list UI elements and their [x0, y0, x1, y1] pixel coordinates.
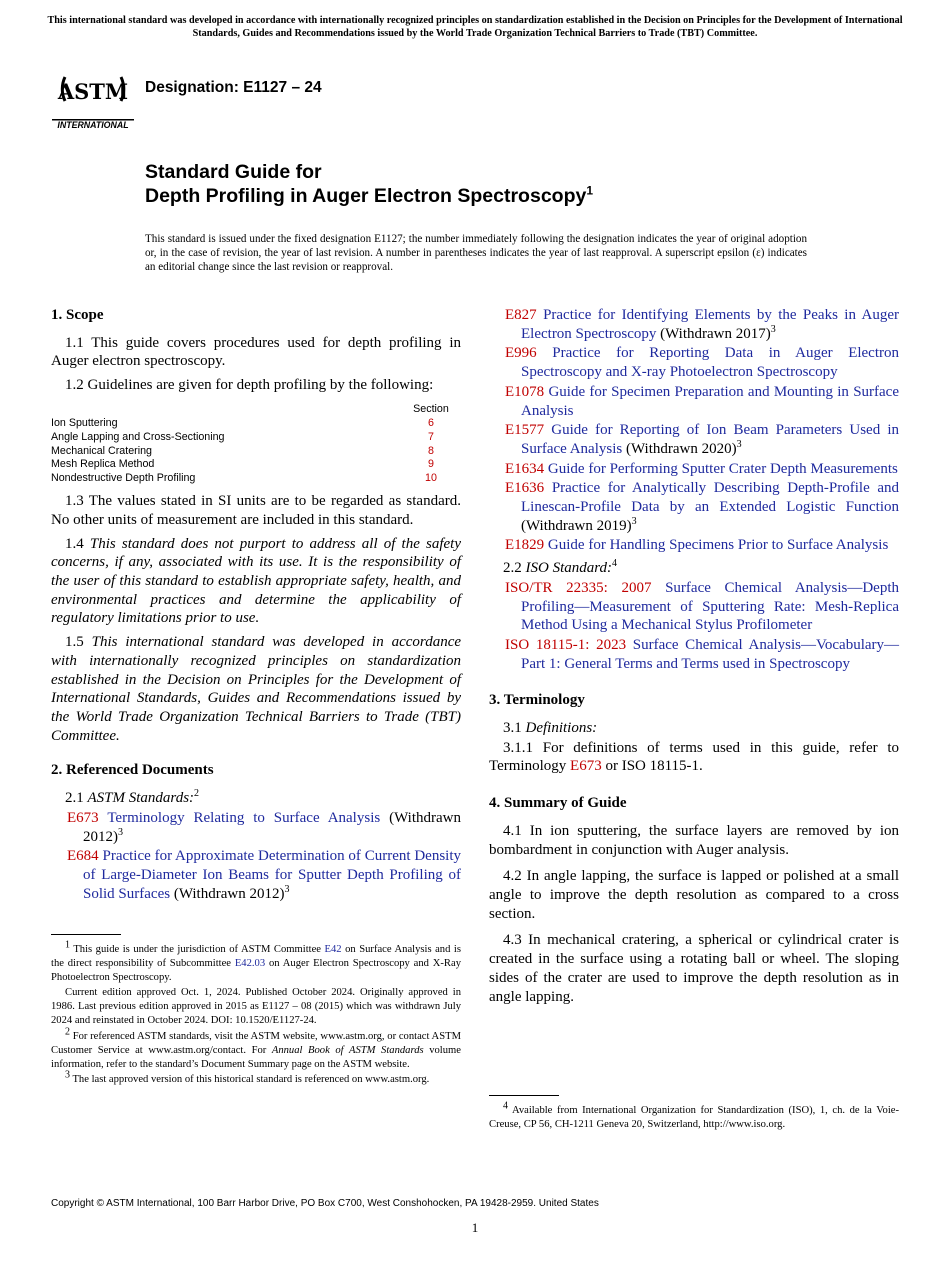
ref-title-link[interactable]: Guide for Performing Sputter Crater Depth Measurements [547, 460, 898, 477]
ref-e1078 [505, 383, 899, 420]
ref-code-link[interactable]: E827 [505, 307, 537, 323]
footnotes-right [489, 1100, 899, 1133]
section-row: Angle Lapping and Cross-Sectioning 7 [51, 431, 461, 445]
footnote-rule-right [489, 1095, 559, 1096]
ref-e1577: E1577 Guide for Reporting of Ion Beam Parameters Used in Surface Analysis (Withdrawn 2020)$^3$ [505, 422, 900, 457]
para-1-1: 1.1 This guide covers procedures used for depth profiling in Auger electron spectroscopy. [51, 334, 461, 370]
right-column-content [489, 306, 899, 1011]
footnote-4: $^4$ Available from International Organization for Standardization (ISO), 1, ch. de la Voie-Creuse, CP 56, CH-1211 Geneva 20, Switzerland, http://www.iso.org. [489, 1100, 899, 1131]
para-4-3: 4.3 In mechanical cratering, a spherical or cylindrical crater is created in the surface using a rotating ball or wheel. The sloping sides of the crater are used to improve the depth resolution as in angle lapping. [489, 932, 899, 1005]
ref-e1634 [505, 460, 899, 479]
refdocs-heading: 2. Referenced Documents [51, 762, 214, 779]
para-3-1: 3.1 Definitions: [503, 720, 598, 737]
ref-e996 [505, 344, 899, 381]
section-link[interactable]: 6 [428, 416, 434, 429]
ref-code-link[interactable]: E1636 [505, 480, 545, 497]
section-link[interactable]: 8 [428, 444, 434, 457]
ref-code-link[interactable]: ISO 18115-1: 2023 [505, 636, 627, 653]
para-2-2: 2.2 ISO Standard:$^4$ [503, 558, 618, 577]
ref-iso-18115 [505, 636, 899, 673]
ref-code-link[interactable]: E684 [67, 848, 99, 865]
ref-code-link[interactable]: E1634 [505, 460, 545, 477]
ref-title-link[interactable]: Terminology Relating to Surface Analysis [107, 809, 381, 826]
section-row: Mechanical Cratering 8 [51, 445, 461, 459]
para-4-2: 4.2 In angle lapping, the surface is lapped or polished at a small angle to improve the depth resolution as compared to a cross section. [489, 868, 899, 922]
section-row: Mesh Replica Method 9 [51, 458, 461, 472]
copyright-line: Copyright © ASTM International, 100 Barr Harbor Drive, PO Box C700, West Conshohocken, PA 19428-2959. United States [51, 1198, 599, 1209]
astm-logo-subtext: INTERNATIONAL [57, 120, 129, 130]
para-1-5: 1.5 This international standard was developed in accordance with internationally recognized principles on standardization established in the Decision on Principles for the Development of International Standards, Guides and Recommendations issued by the World Trade Organization Technical Barriers to Trade (TBT) Committee. [51, 634, 462, 744]
standard-issue-note: This standard is issued under the fixed designation E1127; the number immediately following the designation indicates the year of original adoption or, in the case of revision, the year of last revision. A number in parentheses indicates the year of last reapproval. A superscript epsilon (ε) indicates an editorial change since the last revision or reapproval. [145, 233, 807, 274]
ref-title-link[interactable]: Practice for Reporting Data in Auger Electron Spectroscopy and X-ray Photoelectron Spectroscopy [521, 345, 899, 381]
page-number: 1 [471, 1220, 479, 1235]
para-1-4: 1.4 This standard does not purport to address all of the safety concerns, if any, associated with its use. It is the responsibility of the user of this standard to establish appropriate safety, health, and environmental practices and determine the applicability of regulatory limitations prior to use. [51, 535, 462, 627]
para-1-2: 1.2 Guidelines are given for depth profiling by the following: [65, 377, 434, 394]
ref-code-link[interactable]: E1078 [505, 383, 545, 400]
section-header: Section [413, 402, 449, 415]
ref-e1636: E1636 Practice for Analytically Describing Depth-Profile and Linescan-Profile Data by an Extended Logistic Function (Withdrawn 2019)$^3$ [505, 480, 900, 534]
ref-code-link[interactable]: E673 [67, 809, 99, 826]
section-row: Ion Sputtering 6 [51, 417, 461, 431]
section-table [51, 403, 461, 486]
ref-e1829 [505, 536, 899, 555]
title-line-2: Depth Profiling in Auger Electron Spectroscopy$^1$ [145, 183, 594, 207]
ref-e673: E673 Terminology Relating to Surface Analysis (Withdrawn 2012)$^3$ [67, 809, 461, 845]
section-row: Nondestructive Depth Profiling 10 [51, 472, 461, 486]
ref-e684: E684 Practice for Approximate Determination of Current Density of Large-Diameter Ion Beams for Sputter Depth Profiling of Solid Surfaces (Withdrawn 2012)$^3$ [67, 848, 462, 902]
top-notice: This international standard was developed in accordance with internationally recognized principles on standardization established in the Decision on Principles for the Development of International Standards, Guides and Recommendations issued by the World Trade Organization Technical Barriers to Trade (TBT) Committee. [47, 15, 903, 39]
footnote-rule [51, 934, 121, 935]
ref-title-link[interactable]: Practice for Identifying Elements by the Peaks in Auger Electron Spectroscopy [521, 307, 899, 342]
para-3-1-1: 3.1.1 For definitions of terms used in this guide, refer to Terminology E673 or ISO 18115-1. [489, 739, 899, 775]
ref-code-link[interactable]: ISO/TR 22335: 2007 [505, 579, 652, 596]
para-1-3: 1.3 The values stated in SI units are to be regarded as standard. No other units of measurement are included in this standard. [51, 493, 461, 528]
ref-code-link[interactable]: E1829 [505, 537, 545, 554]
title-footnote-mark: 1 [586, 183, 594, 198]
ref-code-link[interactable]: E996 [505, 345, 537, 362]
ref-title-link[interactable]: Surface Chemical Analysis—Depth Profiling—Measurement of Sputtering Rate: Mesh-Replica Method Using a Mechanical Stylus Profilometer [521, 579, 899, 634]
footnote-3: $^3$ The last approved version of this historical standard is referenced on www.astm.org. [65, 1069, 430, 1085]
footnote-1: $^1$ This guide is under the jurisdiction of ASTM Committee E42 on Surface Analysis and is the direct responsibility of Subcommittee E42.03 on Auger Electron Spectroscopy and X-Ray Photoelectron Spectroscopy. [51, 939, 462, 984]
subcommittee-link[interactable]: E42.03 [234, 958, 266, 970]
footnotes-left [51, 939, 462, 1088]
section-link[interactable]: 10 [425, 472, 437, 485]
ref-title-link[interactable]: Practice for Approximate Determination of Current Density of Large-Diameter Ion Beams for Sputter Depth Profiling of Solid Surfaces [83, 848, 462, 902]
astm-logo-text: ASTM [57, 79, 129, 104]
section-link[interactable]: 7 [428, 430, 434, 443]
para-2-1: 2.1 ASTM Standards:$^2$ [65, 788, 200, 807]
terminology-code-link[interactable]: E673 [570, 758, 602, 775]
ref-title-link[interactable]: Guide for Handling Specimens Prior to Surface Analysis [547, 537, 889, 554]
ref-title-link[interactable]: Guide for Reporting of Ion Beam Parameters Used in Surface Analysis [521, 422, 900, 457]
title-line-1: Standard Guide for [145, 161, 322, 183]
document-title [145, 160, 593, 208]
terminology-heading: 3. Terminology [489, 692, 585, 709]
footnote-1-edition: Current edition approved Oct. 1, 2024. Published October 2024. Originally approved in 1986. Last previous edition approved in 2015 as E1127 – 08 (2015) which was withdrawn July 2024 and reinstated in October 2024. DOI: 10.1520/E1127-24. [51, 987, 461, 1027]
footnote-2: $^2$ For referenced ASTM standards, visit the ASTM website, www.astm.org, or contact ASTM Customer Service at www.astm.org/contact. For Annual Book of ASTM Standards volume information, refer to the standard’s Document Summary page on the ASTM website. [51, 1026, 461, 1070]
ref-code-link[interactable]: E1577 [505, 422, 545, 439]
ref-title-link[interactable]: Surface Chemical Analysis—Vocabulary—Part 1: General Terms and Terms used in Spectroscopy [521, 636, 900, 672]
para-4-1: 4.1 In ion sputtering, the surface layers are removed by ion bombardment in conjunction with Auger analysis. [489, 822, 899, 858]
summary-heading: 4. Summary of Guide [489, 795, 627, 812]
ref-title-link[interactable]: Practice for Analytically Describing Depth-Profile and Linescan-Profile Data by an Extended Logistic Function [521, 480, 900, 516]
ref-iso-22335 [505, 579, 899, 635]
scope-heading: 1. Scope [51, 307, 104, 323]
section-link[interactable]: 9 [428, 458, 434, 471]
astm-logo [52, 57, 134, 131]
committee-link[interactable]: E42 [324, 944, 342, 955]
designation: Designation: E1127 – 24 [145, 79, 322, 96]
ref-e827: E827 Practice for Identifying Elements by the Peaks in Auger Electron Spectroscopy (Withdrawn 2017)$^3$ [505, 307, 899, 342]
left-column [51, 306, 461, 904]
ref-title-link[interactable]: Guide for Specimen Preparation and Mounting in Surface Analysis [521, 383, 899, 419]
